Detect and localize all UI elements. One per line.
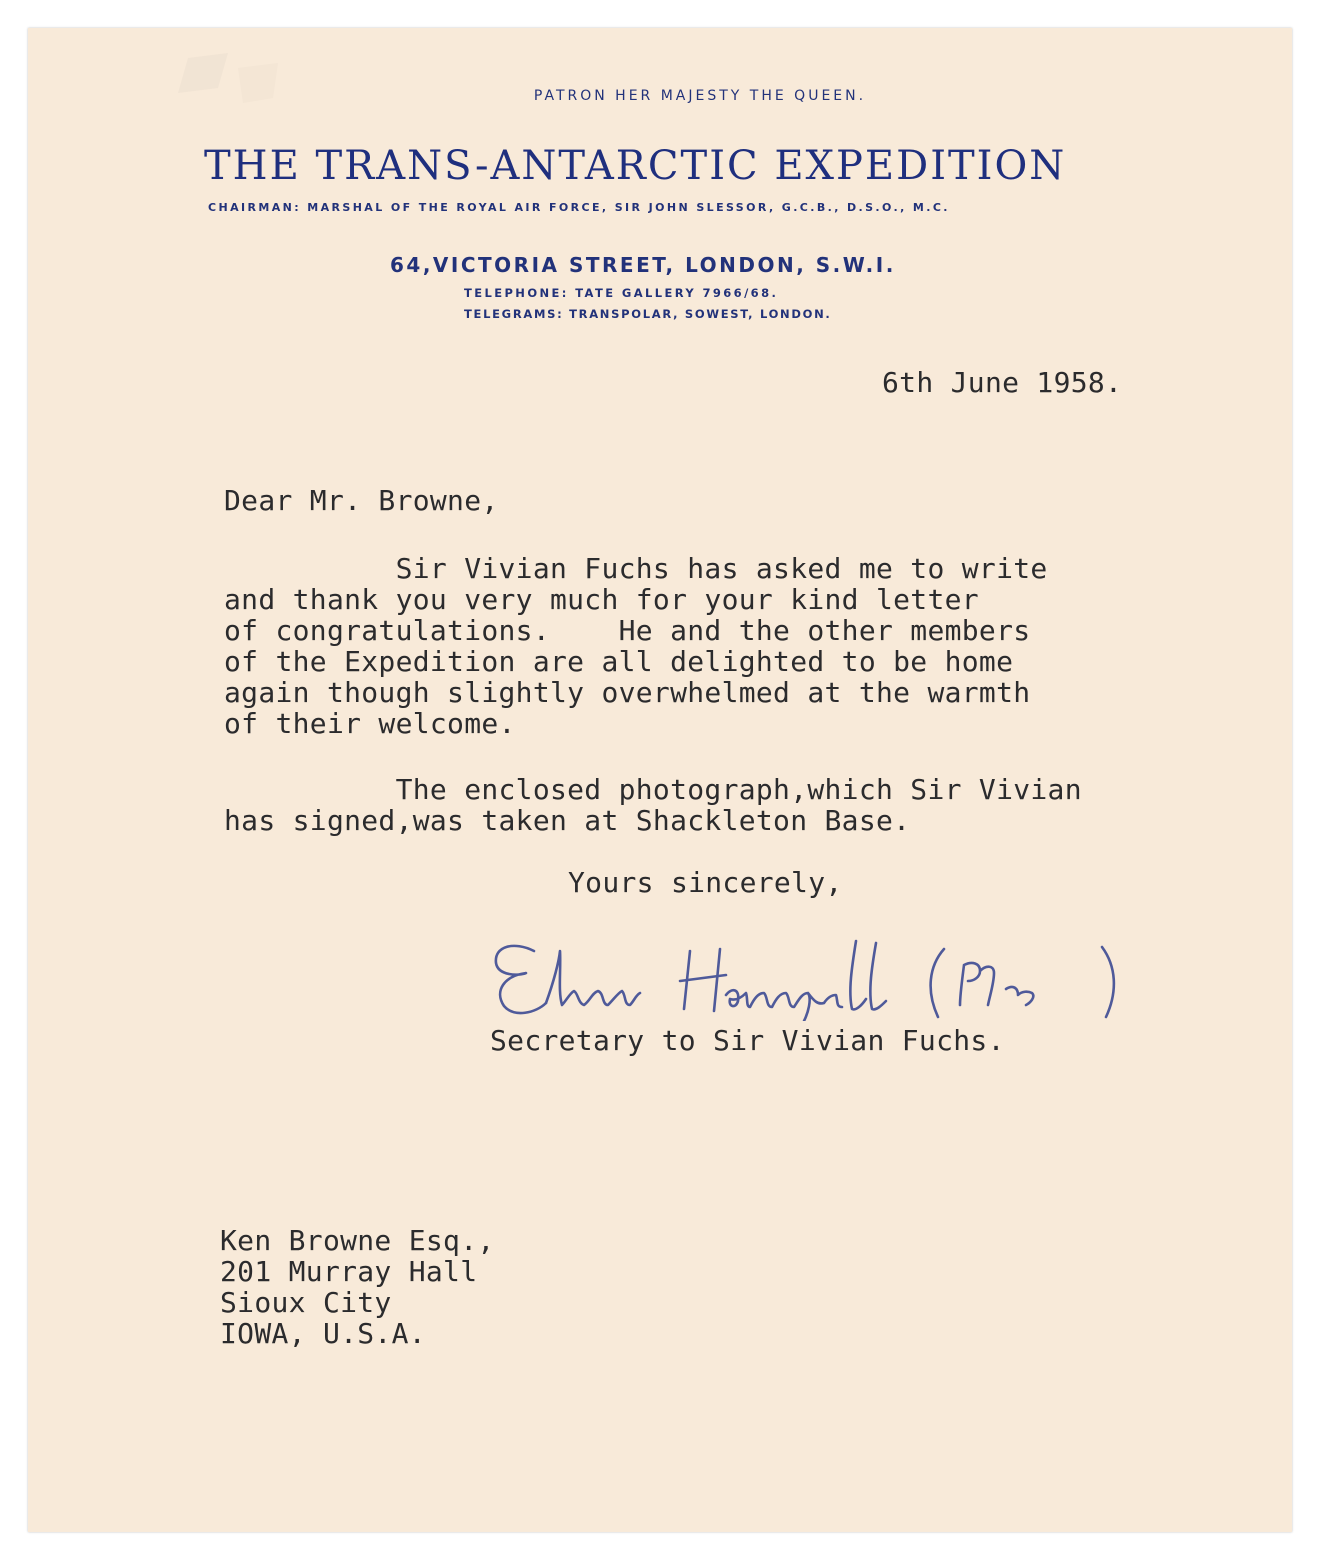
body-paragraph-1: Sir Vivian Fuchs has asked me to write and thank you very much for your kind letter of congratulations. He and the other members of the Expedition are all delighted to be home again though slightly overwhelmed at the warmth of their welcome. [224,552,1048,740]
letterhead-telegrams: TELEGRAMS: TRANSPOLAR, SOWEST, LONDON. [464,307,832,321]
letterhead-telephone: TELEPHONE: TATE GALLERY 7966/68. [464,286,779,300]
body-paragraph-2: The enclosed photograph,which Sir Vivian has signed,was taken at Shackleton Base. [224,773,1082,837]
letterhead-title: THE TRANS-ANTARCTIC EXPEDITION [204,143,1067,189]
letter-page [28,28,1292,1532]
salutation: Dear Mr. Browne, [224,484,499,517]
letterhead-patron: PATRON HER MAJESTY THE QUEEN. [533,88,867,104]
handwritten-signature [474,921,1174,1021]
closing: Yours sincerely, [568,866,843,899]
signer-title: Secretary to Sir Vivian Fuchs. [490,1024,1005,1057]
letter-date: 6th June 1958. [882,366,1123,399]
letterhead-chairman: CHAIRMAN: MARSHAL OF THE ROYAL AIR FORCE, SIR JOHN SLESSOR, G.C.B., D.S.O., M.C. [208,201,950,214]
recipient-address: Ken Browne Esq., 201 Murray Hall Sioux City IOWA, U.S.A. [220,1224,495,1350]
letterhead-address: 64,VICTORIA STREET, LONDON, S.W.I. [390,253,896,277]
